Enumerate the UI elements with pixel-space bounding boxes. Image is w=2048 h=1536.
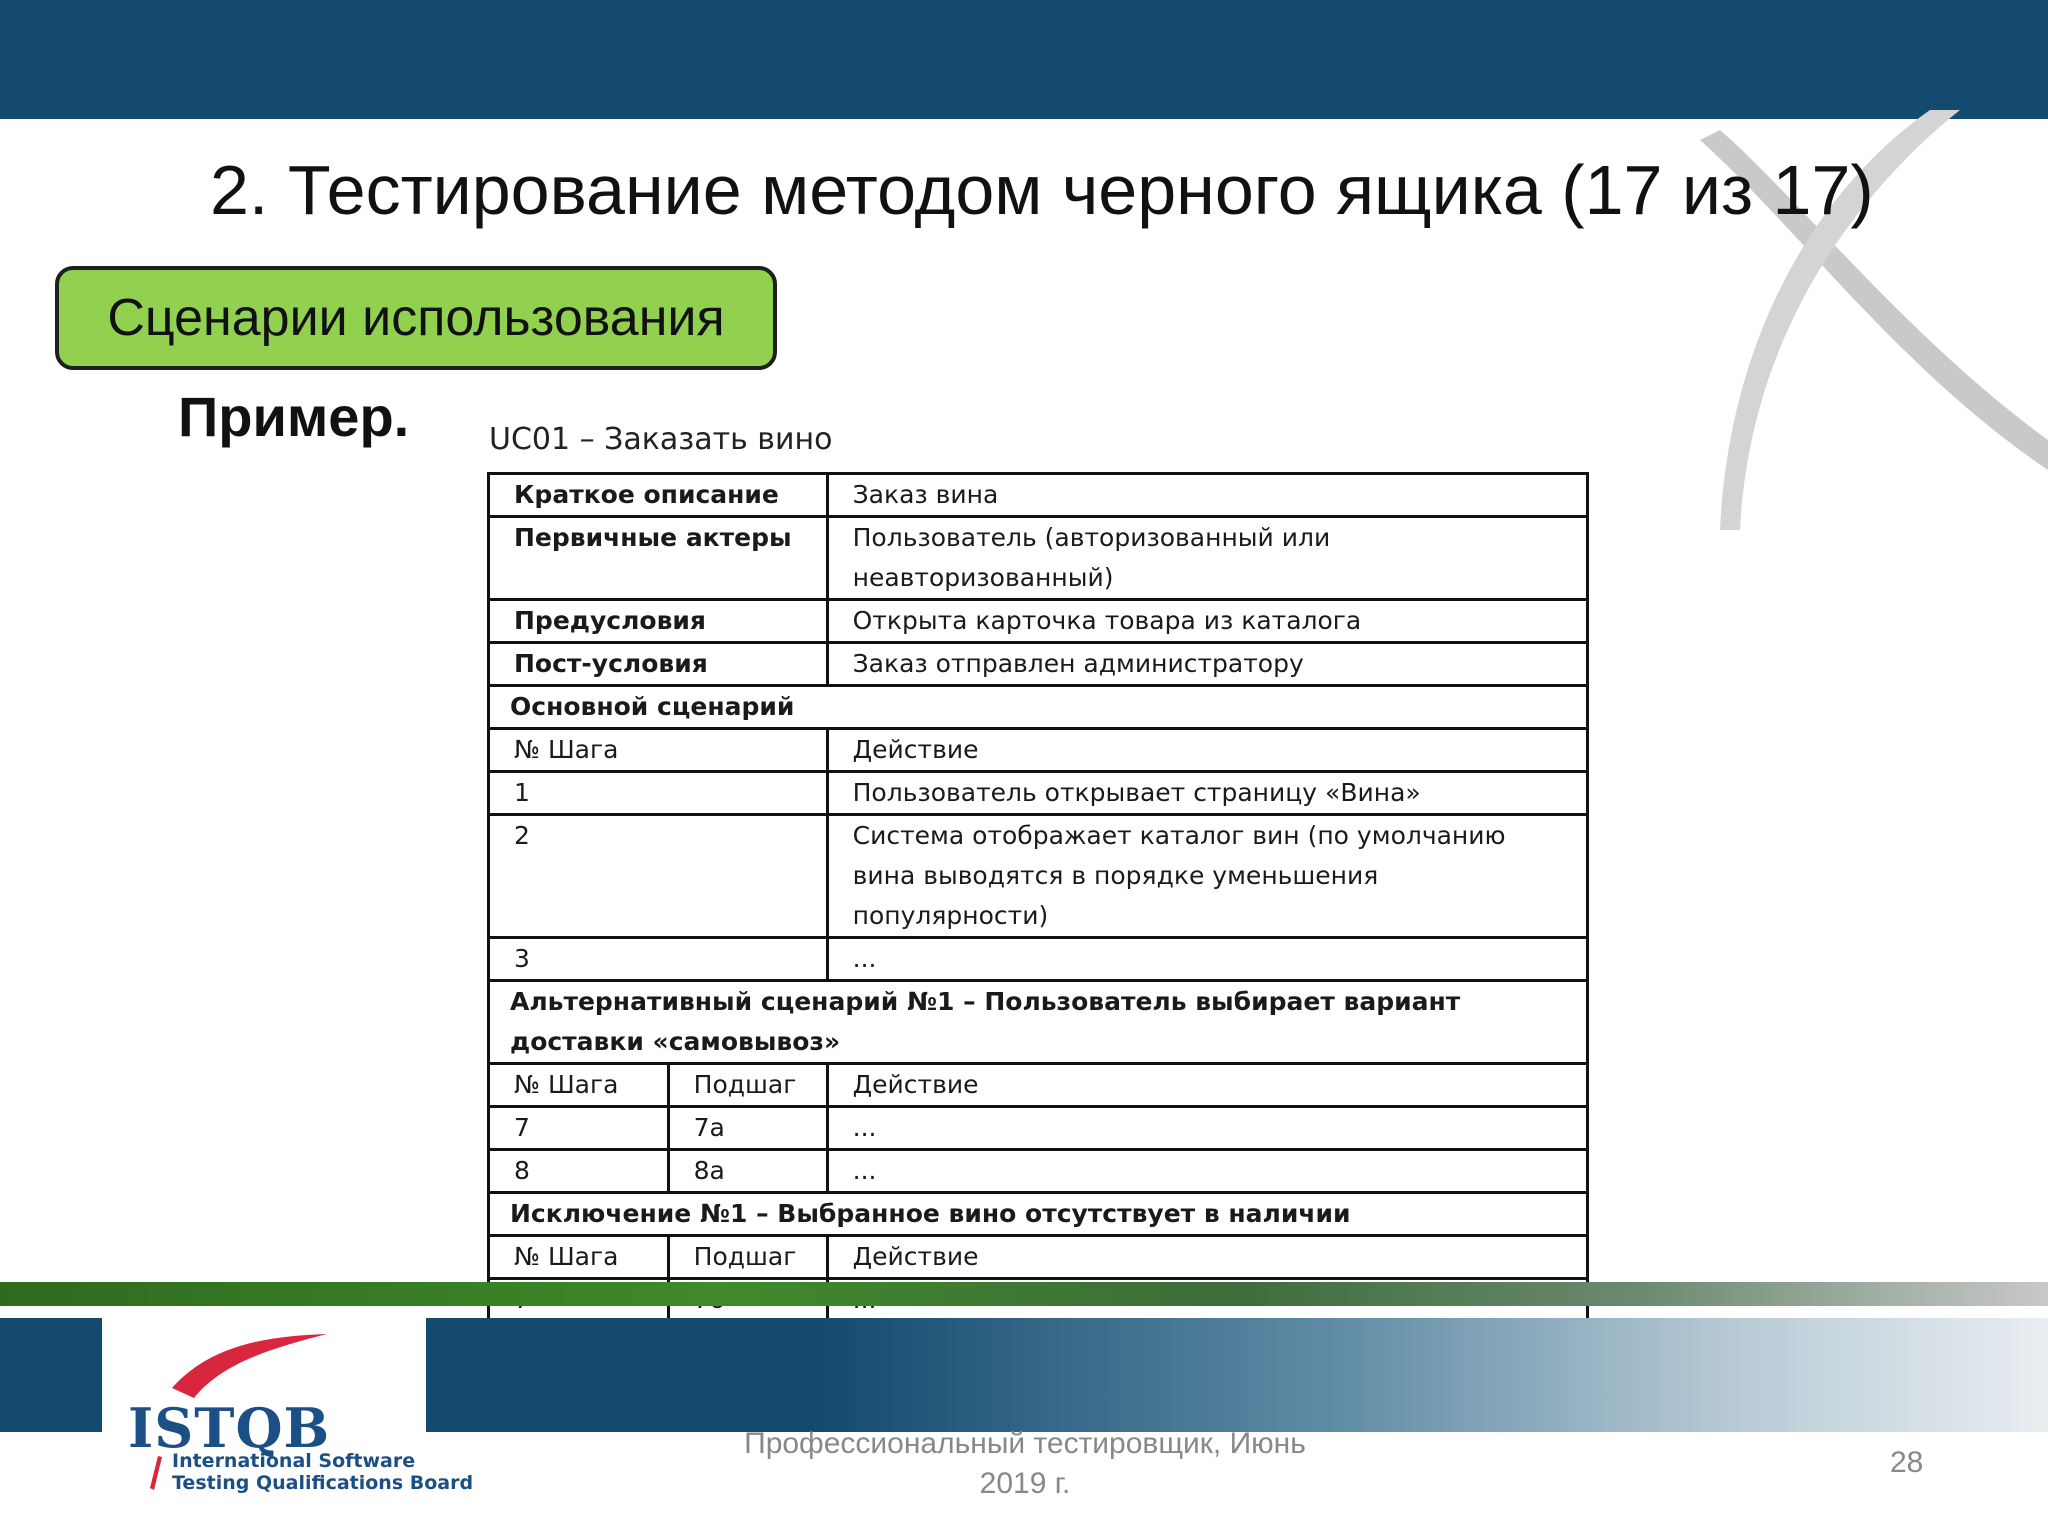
table-section-header xyxy=(489,686,1588,729)
table-cell: Подшаг xyxy=(668,1064,827,1107)
footer-line1: Профессиональный тестировщик, Июнь xyxy=(744,1427,1306,1460)
logo-wordmark: ISTQB xyxy=(128,1396,331,1460)
table-cell: № Шага xyxy=(489,1236,669,1279)
slide-title: 2. Тестирование методом черного ящика (17 из 17) xyxy=(210,151,1874,229)
table-row xyxy=(489,729,1588,772)
table-cell: Первичные актеры xyxy=(489,517,828,600)
table-cell: 2 xyxy=(489,815,828,938)
table-cell: Пользователь открывает страницу «Вина» xyxy=(827,772,1587,815)
table-cell: Действие xyxy=(827,1236,1587,1279)
header-bar xyxy=(0,0,2048,119)
table-cell: ... xyxy=(827,1107,1587,1150)
table-cell: ... xyxy=(827,1150,1587,1193)
table-row xyxy=(489,1236,1588,1279)
table-row xyxy=(489,643,1588,686)
table-cell: Заказ отправлен администратору xyxy=(827,643,1587,686)
table-row xyxy=(489,772,1588,815)
footer-green-line xyxy=(0,1282,2048,1306)
table-cell: 8а xyxy=(668,1150,827,1193)
footer-text xyxy=(700,1424,1350,1504)
table-cell: Пост-условия xyxy=(489,643,828,686)
footer-line2: 2019 г. xyxy=(979,1467,1071,1500)
table-row xyxy=(489,1107,1588,1150)
table-row xyxy=(489,815,1588,938)
table-section-header xyxy=(489,1193,1588,1236)
table-cell: Пользователь (авторизованный или неавторизованный) xyxy=(827,517,1587,600)
table-cell: Краткое описание xyxy=(489,474,828,517)
table-cell: ... xyxy=(827,938,1587,981)
table-cell: № Шага xyxy=(489,1064,669,1107)
table-cell: 3 xyxy=(489,938,828,981)
table-cell: Подшаг xyxy=(668,1236,827,1279)
example-label: Пример. xyxy=(178,385,410,448)
table-cell: № Шага xyxy=(489,729,828,772)
logo-subtitle-line1: International Software xyxy=(172,1450,416,1472)
section-badge: Сценарии использования xyxy=(55,266,777,370)
use-case-title: UC01 – Заказать вино xyxy=(489,422,833,457)
table-cell: 8 xyxy=(489,1150,669,1193)
table-cell: 7 xyxy=(489,1107,669,1150)
table-cell: Система отображает каталог вин (по умолчанию вина выводятся в порядке уменьшения популярности) xyxy=(827,815,1587,938)
exception-header: Исключение №1 – Выбранное вино отсутствует в наличии xyxy=(489,1193,1588,1236)
table-cell: 1 xyxy=(489,772,828,815)
table-row xyxy=(489,474,1588,517)
table-cell: Открыта карточка товара из каталога xyxy=(827,600,1587,643)
use-case-table xyxy=(487,472,1589,1323)
table-cell: Заказ вина xyxy=(827,474,1587,517)
table-cell: Предусловия xyxy=(489,600,828,643)
table-row xyxy=(489,517,1588,600)
table-cell: 7а xyxy=(668,1107,827,1150)
table-row xyxy=(489,938,1588,981)
table-section-header xyxy=(489,981,1588,1064)
table-row xyxy=(489,1064,1588,1107)
logo-subtitle xyxy=(172,1450,473,1494)
page-number: 28 xyxy=(1890,1446,1924,1479)
logo-subtitle-line2: Testing Qualifications Board xyxy=(172,1472,474,1494)
main-scenario-header: Основной сценарий xyxy=(489,686,1588,729)
table-cell: Действие xyxy=(827,729,1587,772)
table-row xyxy=(489,1150,1588,1193)
table-row xyxy=(489,600,1588,643)
alt-scenario-header: Альтернативный сценарий №1 – Пользователь выбирает вариант доставки «самовывоз» xyxy=(489,981,1588,1064)
table-cell: Действие xyxy=(827,1064,1587,1107)
